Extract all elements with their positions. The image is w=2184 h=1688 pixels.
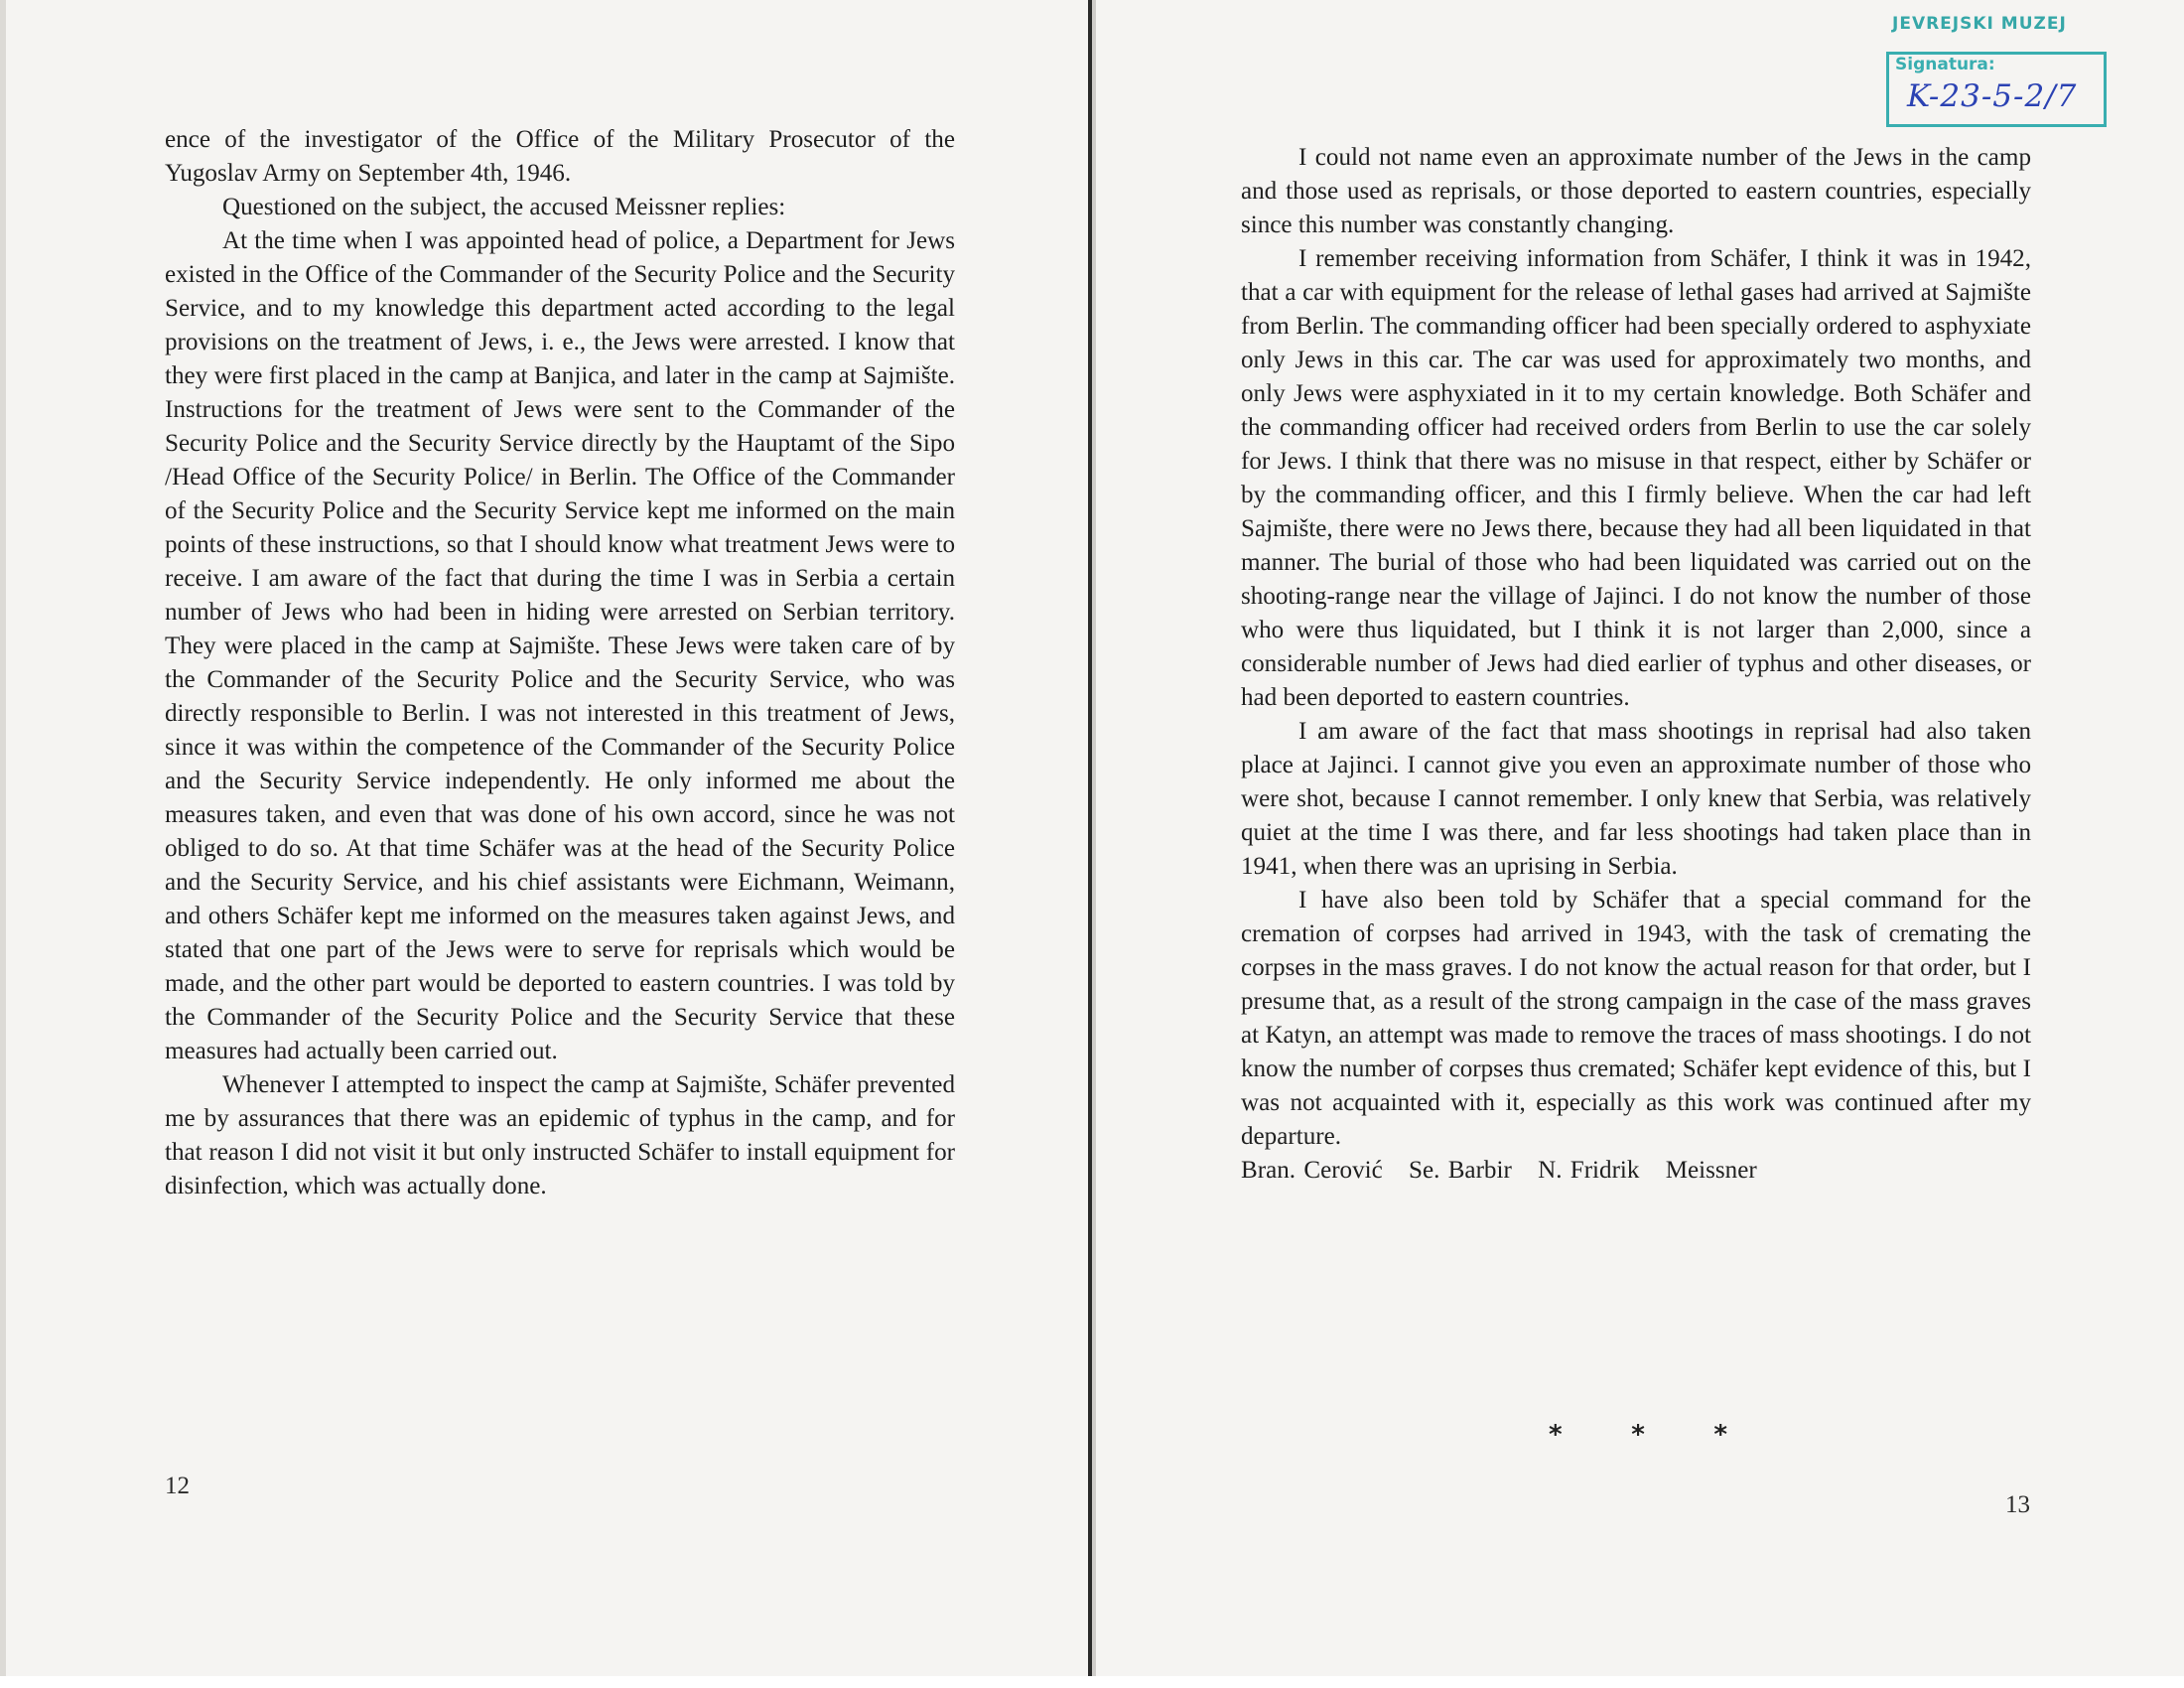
signature-barbir: Se. Barbir [1409,1157,1512,1184]
scan-bottom-edge [0,1676,2184,1688]
left-page [0,0,1088,1676]
section-separator [1549,1420,1727,1450]
separator-star: * [1549,1420,1563,1450]
paragraph: I am aware of the fact that mass shootings in reprisal had also taken place at Jajinci. I cannot give you even an approximate number of those who were shot, because I cannot remember. I only knew that Serbia, was relatively quiet at the time I was there, and far less shootings had taken place than in 1941, when there was an uprising in Serbia. [1241,718,2031,880]
stamp-handwritten-signature: K-23-5-2/7 [1907,78,2078,114]
museum-stamp-title: JEVREJSKI MUZEJ [1892,14,2067,34]
signature-cerovic: Bran. Cerović [1241,1157,1383,1184]
paragraph: Questioned on the subject, the accused Meissner replies: [222,194,786,220]
paragraph: Whenever I attempted to inspect the camp at Sajmište, Schäfer prevented me by assurances that there was an epidemic of typhus in the camp, and for that reason I did not visit it but only instructed Schäfer to install equipment for disinfection, which was actually done. [165,1071,955,1199]
signature-fridrik: N. Fridrik [1538,1157,1640,1184]
right-page-text [1241,141,2031,1188]
paragraph: At the time when I was appointed head of police, a Department for Jews existed in the Office of the Commander of the Security Police and the Security Service, and to my knowledge this department acted according to the legal provisions on the treatment of Jews, i. e., the Jews were arrested. I know that they were first placed in the camp at Banjica, and later in the camp at Sajmište. Instructions for the treatment of Jews were sent to the Commander of the Security Police and the Security Service directly by the Hauptamt of the Sipo /Head Office of the Security Police/ in Berlin. The Office of the Commander of the Security Police and the Security Service kept me informed on the main points of these instructions, so that I should know what treatment Jews were to receive. I am aware of the fact that during the time I was in Serbia a certain number of Jews who had been in hiding were arrested on Serbian territory. They were placed in the camp at Sajmište. These Jews were taken care of by the Commander of the Security Police and the Security Service, who was directly responsible to Berlin. I was not interested in this treatment of Jews, since it was within the competence of the Commander of the Security Police and the Security Service independently. He only informed me about the measures taken, and even that was done of his own accord, since he was not obliged to do so. At that time Schäfer was at the head of the Security Police and the Security Service, and his chief assistants were Eichmann, Weimann, and others Schäfer kept me informed on the measures taken against Jews, and stated that one part of the Jews were to serve for reprisals which would be made, and the other part would be deported to eastern countries. I was told by the Commander of the Security Police and the Security Service that these measures had actually been carried out. [165,227,955,1064]
stamp-label: Signatura: [1895,55,1995,74]
paragraph: I remember receiving information from Schäfer, I think it was in 1942, that a car with equipment for the release of lethal gases had arrived at Sajmište from Berlin. The commanding officer had been specially ordered to asphyxiate only Jews in this car. The car was used for approximately two months, and only Jews were asphyxiated in it to my certain knowledge. Both Schäfer and the commanding officer had received orders from Berlin to use the car solely for Jews. I think that there was no misuse in that respect, either by Schäfer or by the commanding officer, and this I firmly believe. When the car had left Sajmište, there were no Jews there, because they had all been liquidated in that manner. The burial of those who had been liquidated was carried out on the shooting-range near the village of Jajinci. I do not know the number of those who were thus liquidated, but I think it is not larger than 2,000, since a considerable number of Jews had died earlier of typhus and other diseases, or had been deported to eastern countries. [1241,245,2031,711]
signature-line [1241,1154,2031,1188]
paragraph: I have also been told by Schäfer that a special command for the cremation of corpses had arrived in 1943, with the task of cremating the corpses in the mass graves. I do not know the actual reason for that order, but I presume that, as a result of the strong campaign in the case of the mass graves at Katyn, an attempt was made to remove the traces of mass shootings. I do not know the number of corpses thus cremated; Schäfer kept evidence of this, but I was not acquainted with it, especially as this work was continued after my departure. [1241,887,2031,1150]
page-number-left: 12 [165,1473,190,1499]
paragraph: I could not name even an approximate number of the Jews in the camp and those used as reprisals, or those deported to eastern countries, especially since this number was constantly changing. [1241,144,2031,238]
separator-star: * [1713,1420,1727,1450]
separator-star: * [1631,1420,1645,1450]
paragraph: ence of the investigator of the Office of the Military Prosecutor of the Yugoslav Army on September 4th, 1946. [165,126,955,187]
page-number-right: 13 [2005,1491,2030,1518]
page-edge-shadow [0,0,6,1676]
signature-meissner: Meissner [1665,1157,1757,1184]
left-page-text [165,123,955,1203]
archive-stamp [1886,52,2107,127]
